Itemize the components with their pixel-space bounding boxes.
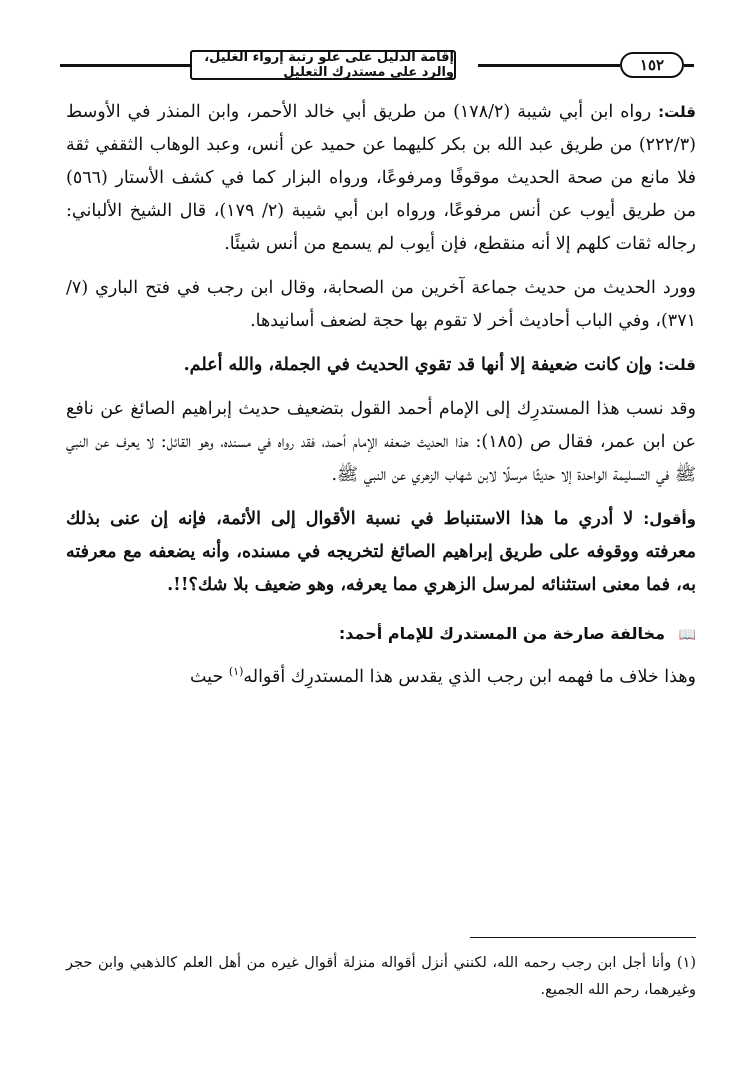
paragraph-label: وأقول: [643,510,696,528]
paragraph-label: قلت: [658,356,696,374]
running-title: إقامة الدليل على علو رتبة إرواء الغليل، والرد على مستدرك التعليل [190,50,456,80]
main-text [66,96,696,705]
header-rule-left [60,64,190,67]
paragraph-label: قلت: [658,103,696,121]
paragraph-3 [66,349,696,382]
paragraph-text: وورد الحديث من حديث جماعة آخرين من الصحابة، وقال ابن رجب في فتح الباري (٧/ ٣٧١)، وفي الباب أحاديث أخر لا تقوم بها حجة لضعف أسانيدها. [66,278,696,331]
paragraph-5 [66,503,696,602]
paragraph-4 [66,393,696,492]
footnote-text: وأنا أجل ابن رجب رحمه الله، لكنني أنزل أقواله منزلة أقوال غيره من أهل العلم كالذهبي وابن حجر وغيرهما، رحم الله الجميع. [66,955,696,998]
subheading-text: مخالفة صارخة من المستدرك للإمام أحمد: [338,624,665,643]
footnote-reference: (١) [228,665,244,678]
paragraph-1 [66,96,696,261]
paragraph-2 [66,272,696,338]
section-subheading [66,624,696,643]
footnote-divider [470,937,696,938]
page-number: ١٥٢ [620,52,684,78]
paragraph-6 [66,655,696,694]
page-header [60,50,696,84]
footnote [66,950,696,1004]
footnote-number: (١) [676,955,697,971]
paragraph-text: رواه ابن أبي شيبة (١٧٨/٢) من طريق أبي خالد الأحمر، وابن المنذر في الأوسط (٢٢٢/٣) من طريق عبد الله بن بكر كليهما عن حميد عن أنس، وعبد الوهاب الثقفي ثقة فلا مانع من صحة الحديث موقوفًا ومرفوعًا، ورواه البزار كما في كشف الأستار (٥٦٦) من طريق أيوب عن أنس مرفوعًا، ورواه ابن أبي شيبة (٢/ ١٧٩)، قال الشيخ الألباني: رجاله ثقات كلهم إلا أنه منقطع، فإن أيوب لم يسمع من أنس شيئًا. [66,102,696,254]
header-rule-tail [684,64,694,67]
paragraph-text: لا أدري ما هذا الاستنباط في نسبة الأقوال إلى الأئمة، فإنه إن عنى بذلك معرفته ووقوفه على طريق إبراهيم الصائغ لتخريجه في مسنده، وأنه يضعفه مع معرفته به، فما معنى استثنائه لمرسل الزهري مما يعرفه، وهو ضعيف بلا شك؟!!. [66,509,696,595]
header-rule-right [478,64,620,67]
paragraph-text: وإن كانت ضعيفة إلا أنها قد تقوي الحديث في الجملة، والله أعلم. [183,355,653,375]
paragraph-text: وهذا خلاف ما فهمه ابن رجب الذي يقدس هذا المستدرِك أقواله [243,666,696,687]
book-icon: 📖 [678,627,696,643]
paragraph-text-end: حيث [189,666,229,687]
paragraph-text: وقد نسب هذا المستدرِك إلى الإمام أحمد القول بتضعيف حديث إبراهيم الصائغ عن نافع عن ابن عمر، فقال ص (١٨٥): هذا الحديث ضعفه الإمام أحمد، فقد رواه في مسنده، وهو القائل: لا يعرف عن النبي ﷺ في التسليمة الواحدة إلا حديثًا مرسلًا لابن شهاب الزهري عن النبي ﷺ. [66,399,696,485]
